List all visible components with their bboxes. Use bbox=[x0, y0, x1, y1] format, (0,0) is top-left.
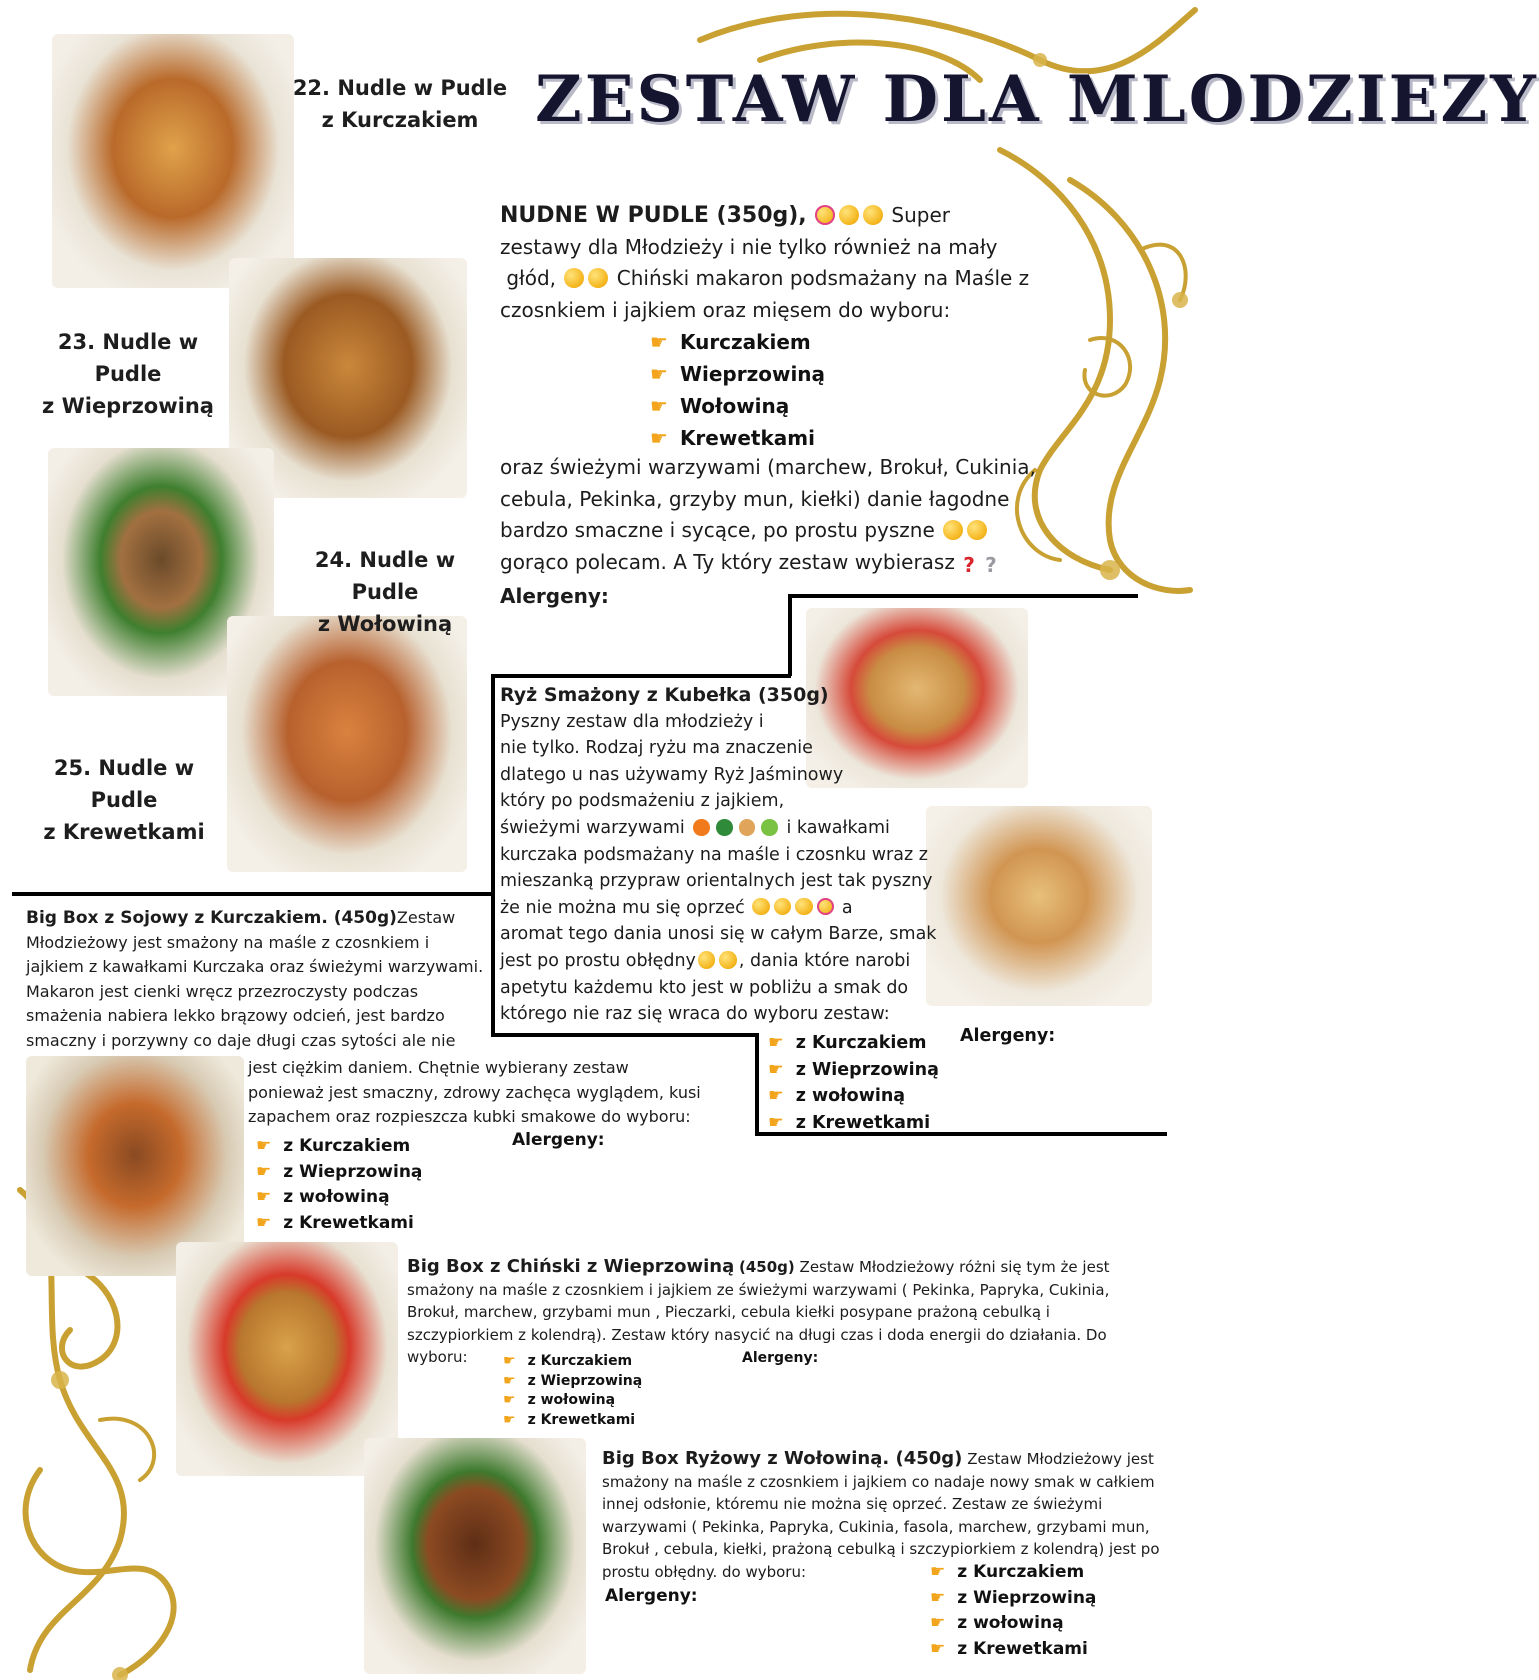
option-label: Krewetkami bbox=[679, 426, 815, 450]
option-label: Wołowiną bbox=[679, 394, 790, 418]
option-label: z wołowiną bbox=[283, 1187, 390, 1207]
chinski-line: Zestaw Młodzieżowy różni się tym że jest bbox=[799, 1258, 1110, 1276]
pointing-hand-icon: ☛ bbox=[650, 330, 668, 354]
list-item bbox=[650, 422, 825, 454]
pointing-hand-icon: ☛ bbox=[503, 1353, 516, 1369]
pointing-hand-icon: ☛ bbox=[256, 1187, 272, 1207]
photo-bigbox-ryzowy bbox=[364, 1438, 586, 1674]
chinski-heading: Big Box z Chiński z Wieprzowiną bbox=[407, 1256, 735, 1277]
list-item bbox=[768, 1057, 939, 1084]
yum-emoji-icon bbox=[719, 951, 737, 969]
option-label: z Kurczakiem bbox=[957, 1562, 1085, 1582]
photo-nudle-krewetki bbox=[227, 616, 467, 872]
ryz-line: apetytu każdemu kto jest w pobliżu a smak do bbox=[500, 977, 909, 998]
pointing-hand-icon: ☛ bbox=[503, 1411, 516, 1428]
option-label: z Wieprzowiną bbox=[795, 1059, 939, 1080]
nudne-desc4: gorąco polecam. A Ty który zestaw wybierasz bbox=[500, 549, 955, 574]
divider-line bbox=[788, 594, 1138, 598]
sojowy-section bbox=[26, 906, 496, 1053]
pointing-hand-icon: ☛ bbox=[768, 1033, 784, 1053]
list-item bbox=[768, 1030, 939, 1057]
nudne-after-heading: Super bbox=[891, 203, 950, 227]
sojowy-line: smażenia nabiera lekko brązowy odcień, jest bardzo bbox=[26, 1006, 445, 1025]
divider-line bbox=[491, 674, 791, 678]
star-eyes-emoji-icon bbox=[815, 205, 835, 225]
ryzowy-line: Zestaw Młodzieżowy jest bbox=[967, 1450, 1154, 1468]
list-item bbox=[503, 1372, 642, 1392]
pointing-hand-icon: ☛ bbox=[650, 394, 668, 418]
star-eyes-emoji-icon bbox=[817, 898, 835, 916]
list-item bbox=[503, 1352, 642, 1372]
option-label: z Kurczakiem bbox=[795, 1033, 927, 1053]
ryzowy-line: warzywami ( Pekinka, Papryka, Cukinia, fasola, marchew, grzybami mun, bbox=[602, 1517, 1150, 1536]
sojowy-line: Makaron jest cienki wręcz przezroczysty podczas bbox=[26, 981, 419, 1001]
ryz-line: który po podsmażeniu z jajkiem, bbox=[500, 791, 785, 812]
chinski-options bbox=[503, 1352, 642, 1430]
nudne-section bbox=[500, 200, 1030, 326]
pointing-hand-icon: ☛ bbox=[650, 362, 668, 386]
ryz-line: jest po prostu obłędny bbox=[500, 950, 696, 971]
ryz-line: a bbox=[841, 897, 853, 918]
pointing-hand-icon: ☛ bbox=[768, 1086, 784, 1106]
sojowy-line: smaczny i porzywny co daje długi czas sytości ale nie bbox=[26, 1030, 456, 1050]
option-label: z Krewetkami bbox=[795, 1112, 931, 1133]
red-question-icon: ? bbox=[963, 552, 975, 577]
option-label: Kurczakiem bbox=[679, 330, 811, 354]
carrot-icon bbox=[693, 819, 710, 836]
nudne-allergens: Alergeny: bbox=[500, 584, 609, 608]
ryz-allergens: Alergeny: bbox=[960, 1026, 1056, 1046]
caption-25-line2: z Krewetkami bbox=[43, 820, 205, 844]
sojowy-heading: Big Box z Sojowy z Kurczakiem. (450g) bbox=[26, 908, 397, 928]
list-item bbox=[650, 390, 825, 422]
list-item bbox=[768, 1110, 939, 1137]
yum-emoji-icon bbox=[564, 268, 584, 288]
option-label: z Krewetkami bbox=[527, 1411, 636, 1428]
nudne-line2: zestawy dla Młodzieży i nie tylko również na mały bbox=[500, 234, 998, 259]
ryz-line: mieszanką przypraw orientalnych jest tak pyszny bbox=[500, 871, 933, 892]
nudne-desc2: cebula, Pekinka, grzyby mun, kiełki) danie łagodne bbox=[500, 486, 1010, 511]
list-item bbox=[256, 1211, 422, 1237]
caption-25 bbox=[18, 752, 230, 848]
ryz-line: którego nie raz się wraca do wyboru zestaw: bbox=[500, 1004, 890, 1025]
caption-22-line2: z Kurczakiem bbox=[321, 108, 479, 132]
caption-23 bbox=[22, 326, 234, 422]
ryz-options bbox=[768, 1030, 939, 1136]
yum-emoji-icon bbox=[774, 898, 792, 916]
pointing-hand-icon: ☛ bbox=[930, 1587, 946, 1608]
ryz-line: , dania które narobi bbox=[738, 950, 911, 971]
tongue-emoji-icon bbox=[943, 520, 963, 540]
list-item bbox=[768, 1083, 939, 1110]
pointing-hand-icon: ☛ bbox=[930, 1562, 946, 1582]
ryz-line: Pyszny zestaw dla młodzieży i bbox=[500, 711, 764, 732]
option-label: z wołowiną bbox=[957, 1613, 1064, 1634]
list-item bbox=[930, 1611, 1096, 1637]
ryz-line: aromat tego dania unosi się w całym Barze, smak bbox=[500, 924, 937, 945]
caption-23-line2: z Wieprzowiną bbox=[42, 394, 214, 418]
divider-line bbox=[788, 594, 792, 676]
sojowy-line: jest ciężkim daniem. Chętnie wybierany zestaw bbox=[248, 1058, 629, 1077]
ryz-line: że nie można mu się oprzeć bbox=[500, 897, 745, 918]
sojowy-line: jajkiem z kawałkami Kurczaka oraz świeżymi warzywami. bbox=[26, 957, 484, 976]
list-item bbox=[256, 1185, 422, 1211]
pointing-hand-icon: ☛ bbox=[768, 1112, 784, 1133]
tongue-emoji-icon bbox=[588, 268, 608, 288]
ryzowy-options bbox=[930, 1560, 1096, 1662]
nudne-desc3: bardzo smaczne i sycące, po prostu pyszne bbox=[500, 518, 935, 542]
photo-ryz-krewetki bbox=[926, 806, 1152, 1006]
sojowy-allergens: Alergeny: bbox=[512, 1130, 605, 1150]
ryz-line: i kawałkami bbox=[786, 817, 890, 838]
nudne-options bbox=[650, 326, 825, 454]
option-label: z Wieprzowiną bbox=[957, 1587, 1097, 1608]
list-item bbox=[650, 358, 825, 390]
list-item bbox=[930, 1586, 1096, 1612]
pointing-hand-icon: ☛ bbox=[256, 1161, 272, 1182]
pointing-hand-icon: ☛ bbox=[768, 1059, 784, 1080]
ryz-line: świeżymi warzywami bbox=[500, 817, 685, 838]
sojowy-line: zapachem oraz rozpieszcza kubki smakowe do wyboru: bbox=[248, 1107, 691, 1126]
sojowy-section-cont bbox=[248, 1056, 718, 1130]
list-item bbox=[256, 1134, 422, 1160]
page-title: ZESTAW DLA MLODZIEZY bbox=[535, 62, 1539, 137]
tongue-emoji-icon bbox=[752, 898, 770, 916]
option-label: z Kurczakiem bbox=[527, 1353, 633, 1369]
pointing-hand-icon: ☛ bbox=[650, 426, 668, 450]
list-item bbox=[503, 1391, 642, 1411]
list-item bbox=[256, 1160, 422, 1186]
option-label: Wieprzowiną bbox=[679, 362, 826, 386]
caption-22 bbox=[290, 72, 510, 136]
caption-23-line1: 23. Nudle w Pudle bbox=[57, 330, 199, 386]
pointing-hand-icon: ☛ bbox=[503, 1392, 516, 1408]
ryzowy-line: Brokuł , cebula, kiełki, prażoną cebulką i szczypiorkiem z kolendrą) jest po bbox=[602, 1540, 1160, 1558]
nudne-description bbox=[500, 452, 1040, 613]
ryzowy-line: innej odsłonie, któremu nie można się oprzeć. Zestaw ze świeżymi bbox=[602, 1495, 1103, 1513]
divider-line bbox=[755, 1033, 759, 1136]
option-label: z Krewetkami bbox=[283, 1212, 414, 1233]
chinski-line: szczypiorkiem z kolendrą). Zestaw który nasycić na długi czas i doda energii do działania. Do bbox=[407, 1325, 1107, 1344]
caption-24-line2: z Wołowiną bbox=[317, 612, 453, 636]
nudne-desc1: oraz świeżymi warzywami (marchew, Brokuł, Cukinia, bbox=[500, 455, 1036, 479]
pointing-hand-icon: ☛ bbox=[930, 1638, 946, 1659]
caption-22-line1: 22. Nudle w Pudle bbox=[292, 76, 508, 100]
yum-emoji-icon bbox=[863, 205, 883, 225]
ryzowy-heading: Big Box Ryżowy z Wołowiną. (450g) bbox=[602, 1448, 963, 1469]
option-label: z Wieprzowiną bbox=[527, 1372, 643, 1389]
option-label: z wołowiną bbox=[527, 1392, 616, 1408]
broccoli-icon bbox=[716, 819, 733, 836]
caption-24 bbox=[280, 544, 490, 640]
list-item bbox=[503, 1411, 642, 1431]
grinning-emoji-icon bbox=[839, 205, 859, 225]
ryz-line: nie tylko. Rodzaj ryżu ma znaczenie bbox=[500, 738, 813, 759]
caption-25-line1: 25. Nudle w Pudle bbox=[53, 756, 195, 812]
nudne-heading: NUDNE W PUDLE (350g), bbox=[500, 203, 807, 228]
ryzowy-line: smażony na maśle z czosnkiem i jajkiem co nadaje nowy smak w całkiem bbox=[602, 1472, 1155, 1491]
ryz-section bbox=[500, 682, 940, 1028]
ryz-heading: Ryż Smażony z Kubełka (350g) bbox=[500, 684, 829, 706]
chinski-weight: (450g) bbox=[739, 1258, 795, 1276]
option-label: z Wieprzowiną bbox=[283, 1161, 423, 1182]
list-item bbox=[930, 1560, 1096, 1586]
option-label: z Krewetkami bbox=[957, 1638, 1088, 1659]
nudne-line4: czosnkiem i jajkiem oraz mięsem do wyboru: bbox=[500, 297, 951, 322]
ryzowy-allergens: Alergeny: bbox=[605, 1586, 698, 1606]
chinski-line: Brokuł, marchew, grzybami mun , Pieczarki, cebula kiełki posypane prażoną cebulką i bbox=[407, 1303, 1050, 1321]
grey-question-icon: ? bbox=[985, 552, 997, 577]
ryz-line: dlatego u nas używamy Ryż Jaśminowy bbox=[500, 764, 844, 785]
tongue-emoji-icon bbox=[698, 951, 716, 969]
sojowy-options bbox=[256, 1134, 422, 1236]
divider-line bbox=[12, 892, 494, 896]
sojowy-heading-tail: Zestaw bbox=[396, 908, 456, 927]
divider-line bbox=[491, 1033, 757, 1037]
ryz-line: kurczaka podsmażany na maśle i czosnku wraz z bbox=[500, 844, 928, 865]
onion-icon bbox=[739, 819, 756, 836]
option-label: z wołowiną bbox=[795, 1086, 906, 1106]
photo-nudle-kurczak bbox=[52, 34, 294, 288]
option-label: z Kurczakiem bbox=[283, 1136, 411, 1156]
sojowy-line: ponieważ jest smaczny, zdrowy zachęca wyglądem, kusi bbox=[248, 1082, 701, 1102]
yum-emoji-icon bbox=[967, 520, 987, 540]
chinski-line: smażony na maśle z czosnkiem i jajkiem ze świeżymi warzywami ( Pekinka, Papryka, Cukinia, bbox=[407, 1280, 1110, 1299]
tongue-emoji-icon bbox=[795, 898, 813, 916]
caption-24-line1: 24. Nudle w Pudle bbox=[314, 548, 456, 604]
pointing-hand-icon: ☛ bbox=[503, 1372, 516, 1389]
pointing-hand-icon: ☛ bbox=[256, 1136, 272, 1156]
nudne-line3b: Chiński makaron podsmażany na Maśle z bbox=[616, 266, 1030, 290]
cabbage-icon bbox=[761, 819, 778, 836]
pointing-hand-icon: ☛ bbox=[256, 1212, 272, 1233]
chinski-line: wyboru: bbox=[407, 1348, 468, 1366]
list-item bbox=[930, 1637, 1096, 1663]
nudne-line3a: głód, bbox=[506, 266, 557, 290]
chinski-allergens: Alergeny: bbox=[742, 1350, 819, 1366]
list-item bbox=[650, 326, 825, 358]
ryzowy-line: prostu obłędny. do wyboru: bbox=[602, 1562, 807, 1581]
pointing-hand-icon: ☛ bbox=[930, 1613, 946, 1634]
sojowy-line: Młodzieżowy jest smażony na maśle z czosnkiem i bbox=[26, 932, 430, 952]
